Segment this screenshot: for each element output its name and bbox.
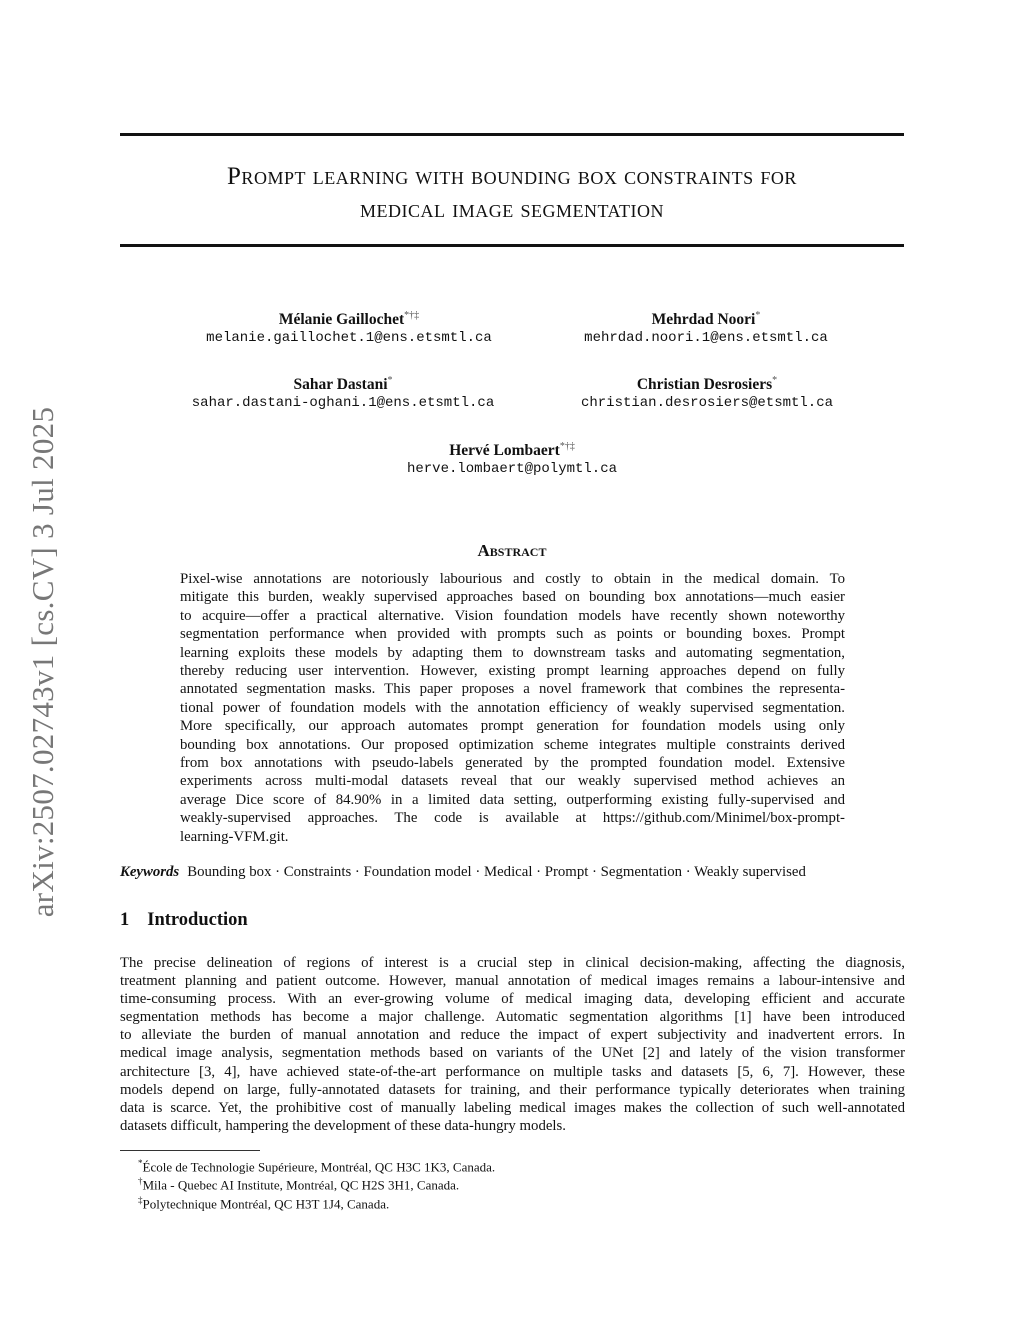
- text-line: learning-VFM.git.: [180, 828, 289, 845]
- text-line: annotated segmentation masks. This paper proposes a novel framework that combines the representa-: [180, 681, 845, 698]
- author-name: Sahar Dastani*: [293, 375, 393, 394]
- text-line: architecture [3, 4], have achieved state-of-the-art performance on multiple tasks and datasets [5, 6, 7]. However, these: [120, 1063, 905, 1080]
- introduction-body: [120, 954, 905, 1135]
- text-line: to acquire—offer a practical alternative. Vision foundation models have recently shown noteworthy: [180, 607, 845, 624]
- text-line: data is scarce. Yet, the prohibitive cost of manually labeling medical images makes the collection of such well-annotated: [120, 1099, 905, 1116]
- title-top-rule: [120, 133, 904, 136]
- author-block: [149, 306, 549, 348]
- text-line: segmentation methods has become a major challenge. Automatic segmentation algorithms [1] have been introduced: [120, 1009, 905, 1026]
- footnote-rule: [120, 1150, 260, 1151]
- text-line: weakly-supervised approaches. The code is available at https://github.com/Minimel/box-prompt-: [180, 810, 845, 827]
- text-line: bounding box annotations. Our proposed optimization scheme integrates multiple constraints derived: [180, 736, 845, 753]
- text-line: models depend on large, fully-annotated datasets for training, and their performance typically deteriorates when training: [120, 1081, 905, 1098]
- author-email[interactable]: mehrdad.noori.1@ens.etsmtl.ca: [584, 330, 828, 347]
- title-bottom-rule: [120, 244, 904, 247]
- author-block: [143, 371, 543, 413]
- footnote: *École de Technologie Supérieure, Montréal, QC H3C 1K3, Canada.: [138, 1158, 496, 1175]
- text-line: learning exploits these models by adapting them to downstream tasks and automating segmentation,: [180, 644, 845, 661]
- keywords-label: Keywords: [120, 864, 180, 880]
- section-heading: [120, 910, 248, 931]
- text-line: The precise delineation of regions of interest is a crucial step in clinical decision-making, affecting the diagnosis,: [120, 955, 905, 971]
- text-line: time-consuming process. With an ever-growing volume of medical imaging data, developing efficient and accurate: [120, 991, 905, 1008]
- text-line: medical image analysis, segmentation methods based on variants of the UNet [2] and lately of the vision transformer: [120, 1045, 905, 1062]
- text-line: segmentation performance when provided with prompts such as points or bounding boxes. Prompt: [180, 626, 845, 643]
- footnote: ‡Polytechnique Montréal, QC H3T 1J4, Canada.: [138, 1195, 390, 1212]
- keywords-text: Bounding box · Constraints · Foundation model · Medical · Prompt · Segmentation · Weakly supervised: [187, 864, 806, 880]
- text-line: tional power of foundation models with the annotation efficiency of weakly supervised segmentation.: [180, 699, 845, 716]
- title-line: medical image segmentation: [359, 196, 665, 223]
- author-block: [507, 371, 907, 413]
- author-email[interactable]: christian.desrosiers@etsmtl.ca: [580, 395, 834, 412]
- author-email[interactable]: melanie.gaillochet.1@ens.etsmtl.ca: [206, 330, 492, 347]
- keywords: [120, 864, 806, 881]
- text-line: treatment planning and patient outcome. However, manual annotation of medical images remains a labour-intensive and: [120, 973, 905, 990]
- abstract-body: [180, 570, 845, 846]
- arxiv-identifier: arXiv:2507.02743v1 [cs.CV] 3 Jul 2025: [25, 406, 60, 918]
- text-line: mitigate this burden, weakly supervised approaches based on bounding box annotations—much easier: [180, 589, 845, 606]
- text-line: More specifically, our approach automates prompt generation for foundation models using only: [180, 718, 845, 735]
- section-title: Introduction: [147, 910, 248, 930]
- text-line: experiments across multi-modal datasets reveal that our weakly supervised method achieves an: [180, 773, 845, 790]
- author-email[interactable]: herve.lombaert@polymtl.ca: [406, 461, 618, 478]
- abstract-heading: Abstract: [477, 541, 547, 560]
- author-email[interactable]: sahar.dastani-oghani.1@ens.etsmtl.ca: [191, 395, 495, 412]
- text-line: datasets difficult, hampering the development of these data-hungry models.: [120, 1117, 566, 1134]
- author-name: Mehrdad Noori*: [651, 310, 761, 329]
- title-line: Prompt learning with bounding box constraints for: [227, 163, 797, 190]
- text-line: average Dice score of 84.90% in a limited data setting, outperforming existing fully-supervised and: [180, 791, 845, 808]
- text-line: from box annotations with pseudo-labels generated by the prompted foundation model. Extensive: [180, 755, 845, 772]
- text-line: thereby reducing user intervention. However, existing prompt learning approaches depend on fully: [180, 663, 845, 680]
- footnote: †Mila - Quebec AI Institute, Montréal, QC H2S 3H1, Canada.: [138, 1176, 460, 1193]
- author-name: Hervé Lombaert*†‡: [449, 441, 575, 460]
- author-name: Christian Desrosiers*: [636, 375, 778, 394]
- author-block: [506, 306, 906, 348]
- author-name: Mélanie Gaillochet*†‡: [278, 310, 420, 329]
- author-block: [312, 437, 712, 479]
- section-number: 1: [120, 910, 130, 930]
- paper-title: [120, 160, 904, 226]
- text-line: Pixel-wise annotations are notoriously labourious and costly to obtain in the medical domain. To: [180, 571, 845, 587]
- text-line: to alleviate the burden of manual annotation and reduce the impact of expert subjectivity and inadvertent errors. In: [120, 1027, 905, 1044]
